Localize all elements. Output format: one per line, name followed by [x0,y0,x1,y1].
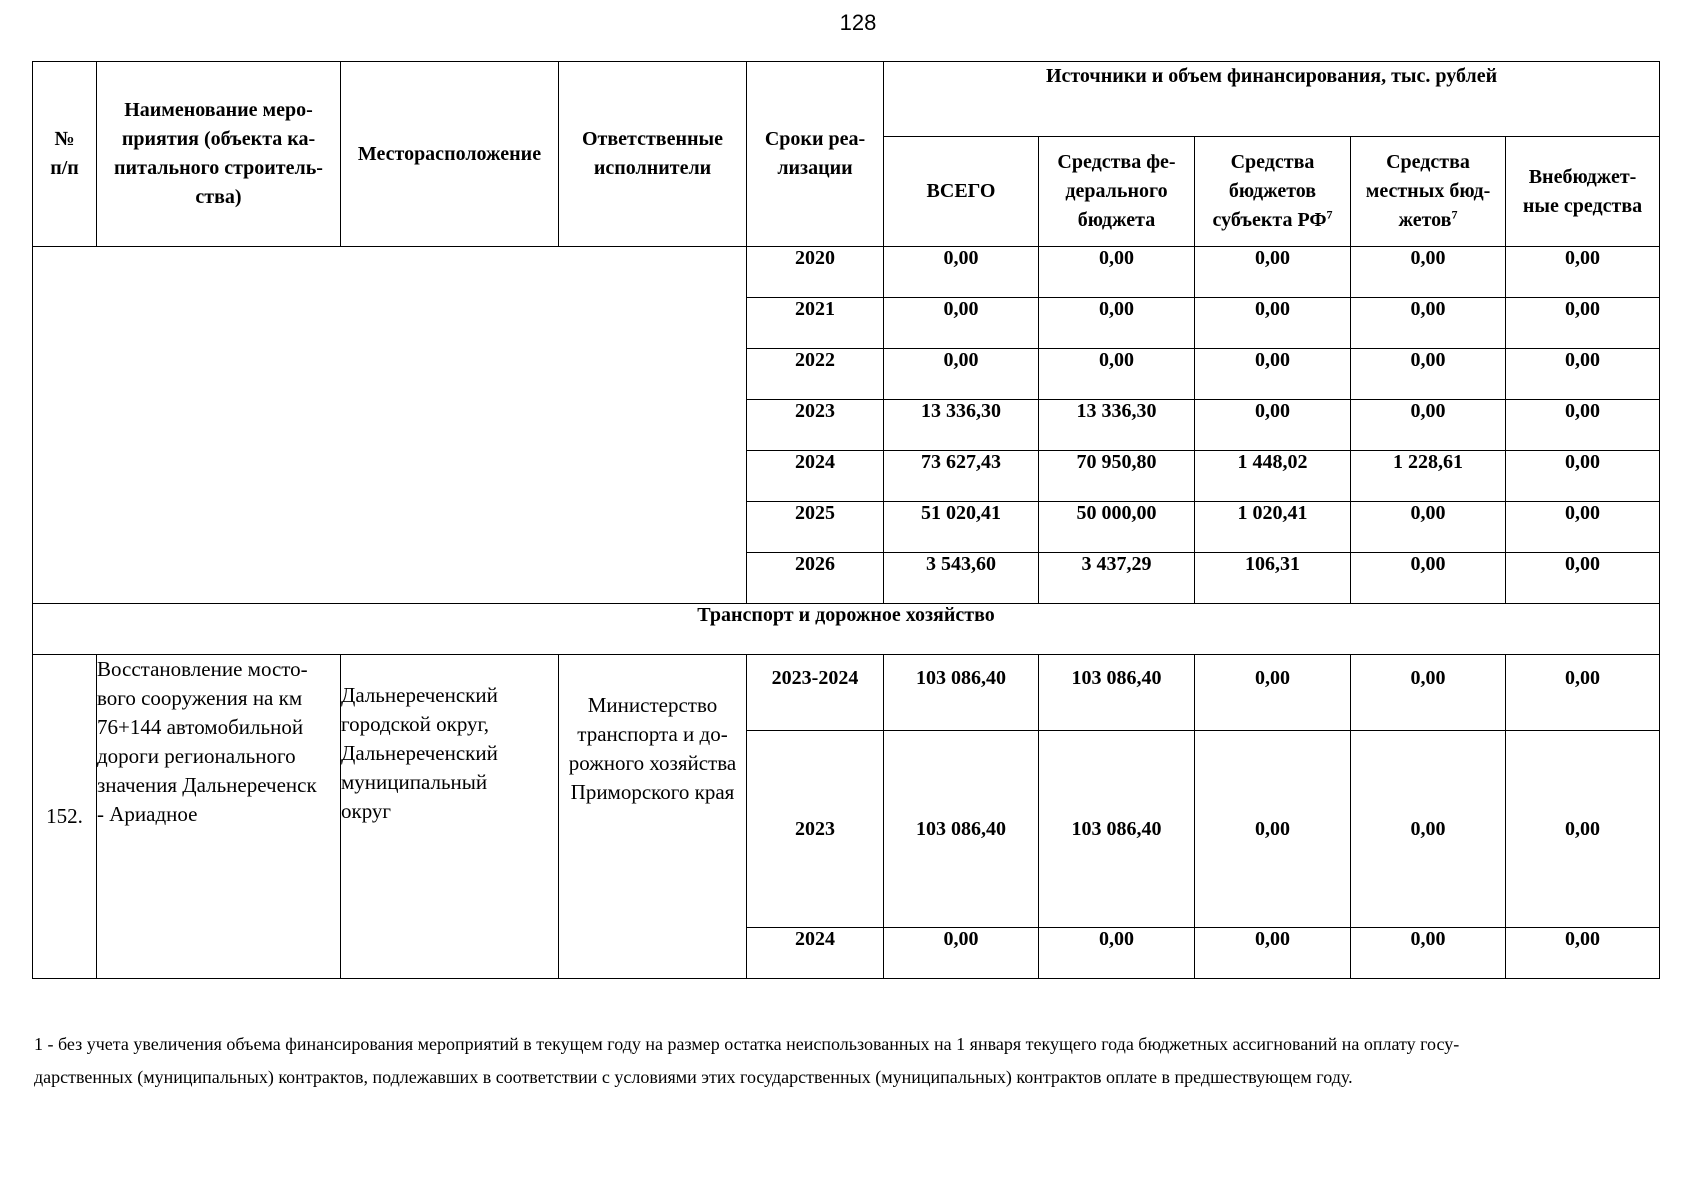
federal-cell: 50 000,00 [1039,502,1195,553]
local-cell: 0,00 [1351,502,1506,553]
total-cell: 103 086,40 [884,731,1039,928]
header-location: Месторасположение [341,62,559,247]
header-subject-line: субъекта РФ [1212,209,1327,231]
header-federal-line: дерального [1065,180,1168,202]
item-location-line: Дальнереченский [341,683,498,707]
item-number: 152. [33,655,97,979]
empty-merged-cell [33,247,747,604]
subject-cell: 1 448,02 [1195,451,1351,502]
header-name-line: ства) [195,186,242,208]
header-extra [1506,137,1660,247]
federal-cell: 0,00 [1039,298,1195,349]
item-location-line: округ [341,799,392,823]
local-cell: 0,00 [1351,731,1506,928]
item-name-line: значения Дальнереченск [97,773,317,797]
table-row [33,655,1660,731]
subject-cell: 0,00 [1195,731,1351,928]
federal-cell: 0,00 [1039,928,1195,979]
header-federal [1039,137,1195,247]
header-subject-line: бюджетов [1228,180,1317,202]
total-cell: 73 627,43 [884,451,1039,502]
total-cell: 0,00 [884,349,1039,400]
item-responsible-line: Министерство [587,693,718,717]
page-number: 128 [839,10,877,35]
item-name [97,655,341,979]
subject-cell: 0,00 [1195,349,1351,400]
subject-cell: 0,00 [1195,298,1351,349]
total-cell: 0,00 [884,928,1039,979]
header-sources: Источники и объем финансирования, тыс. рублей [884,62,1660,137]
header-extra-line: Внебюджет- [1528,165,1637,188]
subject-cell: 0,00 [1195,400,1351,451]
extra-cell: 0,00 [1506,928,1660,979]
header-responsible-line: Ответственные [581,128,724,150]
local-cell: 1 228,61 [1351,451,1506,502]
total-cell: 13 336,30 [884,400,1039,451]
header-subject [1195,137,1351,247]
federal-cell: 0,00 [1039,247,1195,298]
year-cell: 2026 [747,553,884,604]
year-cell: 2023 [747,400,884,451]
header-local-line: Средства [1386,151,1470,173]
year-cell: 2020 [747,247,884,298]
header-number-line: п/п [50,157,79,179]
extra-cell: 0,00 [1506,502,1660,553]
section-title: Транспорт и дорожное хозяйство [33,604,1660,655]
footnote [34,1028,1664,1094]
year-cell: 2025 [747,502,884,553]
header-name-line: питального строитель- [114,157,323,179]
federal-cell: 70 950,80 [1039,451,1195,502]
header-terms-line: Сроки реа- [764,128,866,150]
header-subject-line: Средства [1230,151,1315,173]
header-name-line: приятия (объекта ка- [121,128,316,150]
local-cell: 0,00 [1351,655,1506,731]
header-terms-line: лизации [777,157,853,179]
extra-cell: 0,00 [1506,451,1660,502]
footnote-line: дарственных (муниципальных) контрактов, подлежавших в соответствии с условиями этих государственных (муниципальных) контрактов оплате в предшествующем году. [34,1067,1353,1087]
extra-cell: 0,00 [1506,298,1660,349]
header-local [1351,137,1506,247]
header-total: ВСЕГО [884,137,1039,247]
item-name-line: Восстановление мосто- [97,657,308,681]
total-cell: 51 020,41 [884,502,1039,553]
extra-cell: 0,00 [1506,553,1660,604]
item-location [341,655,559,979]
year-cell: 2021 [747,298,884,349]
local-cell: 0,00 [1351,247,1506,298]
header-name-line: Наименование меро- [124,99,313,121]
local-cell: 0,00 [1351,349,1506,400]
item-name-line: дороги регионального [97,744,296,768]
item-responsible-line: транспорта и до- [577,722,728,746]
item-location-line: городской округ, [341,712,490,736]
federal-cell: 103 086,40 [1039,655,1195,731]
item-name-line: - Ариадное [97,802,198,826]
total-cell: 0,00 [884,298,1039,349]
federal-cell: 103 086,40 [1039,731,1195,928]
item-name-line: вого сооружения на км [97,686,303,710]
item-responsible-line: Приморского края [570,780,735,804]
total-cell: 3 543,60 [884,553,1039,604]
year-cell: 2023-2024 [747,655,884,731]
year-cell: 2022 [747,349,884,400]
subject-cell: 0,00 [1195,928,1351,979]
footnote-marker: 7 [1451,207,1458,222]
item-responsible [559,655,747,979]
item-responsible-line: рожного хозяйства [568,751,737,775]
subject-cell: 0,00 [1195,247,1351,298]
local-cell: 0,00 [1351,553,1506,604]
header-number-line: № [54,128,75,150]
subject-cell: 0,00 [1195,655,1351,731]
item-location-line: муниципальный [341,770,488,794]
total-cell: 0,00 [884,247,1039,298]
header-federal-line: бюджета [1077,209,1156,231]
item-location-line: Дальнереченский [341,741,498,765]
header-local-line: местных бюд- [1365,180,1491,202]
extra-cell: 0,00 [1506,349,1660,400]
header-responsible-line: исполнители [593,157,712,179]
footnote-marker: 7 [1326,207,1333,222]
year-cell: 2024 [747,928,884,979]
extra-cell: 0,00 [1506,731,1660,928]
footnote-line: 1 - без учета увеличения объема финансирования мероприятий в текущем году на размер остатка неиспользованных на 1 января текущего года бюджетных ассигнований на оплату госу- [34,1034,1460,1054]
local-cell: 0,00 [1351,928,1506,979]
extra-cell: 0,00 [1506,655,1660,731]
header-federal-line: Средства фе- [1057,151,1176,173]
header-name [97,62,341,247]
year-cell: 2023 [747,731,884,928]
extra-cell: 0,00 [1506,247,1660,298]
local-cell: 0,00 [1351,298,1506,349]
year-cell: 2024 [747,451,884,502]
header-number [33,62,97,247]
header-responsible [559,62,747,247]
local-cell: 0,00 [1351,400,1506,451]
header-local-line: жетов [1398,209,1452,231]
federal-cell: 0,00 [1039,349,1195,400]
section-row [33,604,1660,655]
financing-table [32,61,1660,979]
header-terms [747,62,884,247]
federal-cell: 3 437,29 [1039,553,1195,604]
total-cell: 103 086,40 [884,655,1039,731]
subject-cell: 1 020,41 [1195,502,1351,553]
extra-cell: 0,00 [1506,400,1660,451]
federal-cell: 13 336,30 [1039,400,1195,451]
table-row [33,247,1660,298]
subject-cell: 106,31 [1195,553,1351,604]
header-extra-line: ные средства [1522,194,1643,217]
item-name-line: 76+144 автомобильной [97,715,304,739]
